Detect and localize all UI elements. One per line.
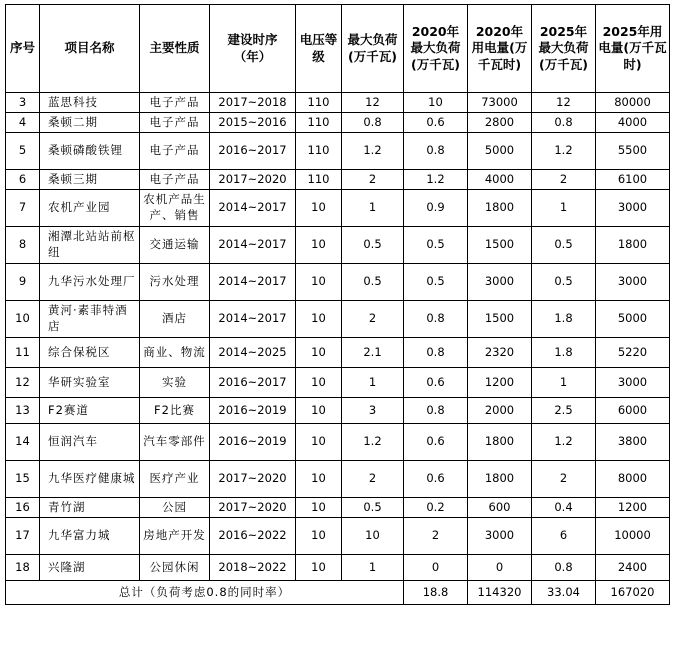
cell-voltage: 10 (296, 301, 342, 338)
cell-seq: 8 (6, 227, 40, 264)
cell-max-load: 3 (342, 398, 404, 424)
cell-voltage: 10 (296, 264, 342, 301)
cell-power-2025: 3000 (596, 368, 670, 398)
cell-load-2025: 0.8 (532, 555, 596, 581)
cell-name: 青竹湖 (40, 498, 140, 518)
cell-nature: 实验 (140, 368, 210, 398)
cell-nature: F2比赛 (140, 398, 210, 424)
cell-power-2025: 5500 (596, 133, 670, 170)
cell-power-2025: 10000 (596, 518, 670, 555)
cell-max-load: 2.1 (342, 338, 404, 368)
cell-voltage: 10 (296, 368, 342, 398)
total-row (6, 581, 670, 605)
cell-period: 2016~2022 (210, 518, 296, 555)
cell-load-2025: 12 (532, 93, 596, 113)
cell-power-2020: 1200 (468, 368, 532, 398)
cell-load-2020: 0.8 (404, 398, 468, 424)
header-voltage: 电压等级 (296, 5, 342, 93)
cell-seq: 13 (6, 398, 40, 424)
table-row (6, 424, 670, 461)
project-load-table (5, 4, 670, 605)
cell-voltage: 10 (296, 518, 342, 555)
cell-load-2020: 0.6 (404, 368, 468, 398)
cell-voltage: 110 (296, 170, 342, 190)
cell-nature: 医疗产业 (140, 461, 210, 498)
cell-load-2025: 0.5 (532, 227, 596, 264)
cell-period: 2017~2018 (210, 93, 296, 113)
cell-nature: 商业、物流 (140, 338, 210, 368)
cell-power-2025: 8000 (596, 461, 670, 498)
cell-nature: 交通运输 (140, 227, 210, 264)
cell-load-2020: 0.8 (404, 133, 468, 170)
cell-seq: 12 (6, 368, 40, 398)
cell-load-2020: 0.8 (404, 338, 468, 368)
cell-nature: 公园 (140, 498, 210, 518)
cell-voltage: 10 (296, 461, 342, 498)
cell-seq: 6 (6, 170, 40, 190)
cell-power-2020: 5000 (468, 133, 532, 170)
cell-power-2020: 1500 (468, 227, 532, 264)
total-load-2025: 33.04 (532, 581, 596, 605)
cell-nature: 污水处理 (140, 264, 210, 301)
cell-load-2020: 1.2 (404, 170, 468, 190)
cell-power-2025: 6100 (596, 170, 670, 190)
cell-load-2020: 0 (404, 555, 468, 581)
cell-max-load: 1 (342, 555, 404, 581)
cell-power-2020: 1500 (468, 301, 532, 338)
cell-name: 桑顿二期 (40, 113, 140, 133)
cell-nature: 电子产品 (140, 93, 210, 113)
cell-nature: 电子产品 (140, 133, 210, 170)
table-row (6, 555, 670, 581)
cell-load-2025: 0.8 (532, 113, 596, 133)
header-load-2020: 2020年最大负荷(万千瓦) (404, 5, 468, 93)
cell-name: 蓝思科技 (40, 93, 140, 113)
table-row (6, 190, 670, 227)
cell-power-2025: 3000 (596, 190, 670, 227)
cell-voltage: 10 (296, 498, 342, 518)
header-nature: 主要性质 (140, 5, 210, 93)
cell-seq: 10 (6, 301, 40, 338)
table-row (6, 338, 670, 368)
table-row (6, 133, 670, 170)
cell-name: 兴隆湖 (40, 555, 140, 581)
cell-name: 桑顿三期 (40, 170, 140, 190)
header-name: 项目名称 (40, 5, 140, 93)
table-row (6, 170, 670, 190)
cell-voltage: 10 (296, 338, 342, 368)
cell-voltage: 10 (296, 555, 342, 581)
cell-power-2020: 0 (468, 555, 532, 581)
cell-period: 2014~2017 (210, 301, 296, 338)
table-row (6, 113, 670, 133)
cell-power-2020: 2000 (468, 398, 532, 424)
table-row (6, 398, 670, 424)
cell-max-load: 2 (342, 301, 404, 338)
cell-seq: 5 (6, 133, 40, 170)
cell-load-2025: 1 (532, 368, 596, 398)
header-period: 建设时序（年） (210, 5, 296, 93)
cell-voltage: 10 (296, 190, 342, 227)
cell-max-load: 12 (342, 93, 404, 113)
table-row (6, 498, 670, 518)
cell-load-2025: 1.2 (532, 133, 596, 170)
cell-max-load: 0.5 (342, 227, 404, 264)
cell-voltage: 10 (296, 424, 342, 461)
total-power-2020: 114320 (468, 581, 532, 605)
cell-power-2025: 1200 (596, 498, 670, 518)
cell-load-2020: 0.2 (404, 498, 468, 518)
cell-period: 2016~2017 (210, 133, 296, 170)
cell-nature: 农机产品生产、销售 (140, 190, 210, 227)
header-seq: 序号 (6, 5, 40, 93)
cell-nature: 电子产品 (140, 113, 210, 133)
cell-load-2025: 2.5 (532, 398, 596, 424)
cell-power-2020: 2320 (468, 338, 532, 368)
table-row (6, 368, 670, 398)
cell-name: 桑顿磷酸铁锂 (40, 133, 140, 170)
cell-max-load: 2 (342, 170, 404, 190)
cell-load-2025: 0.4 (532, 498, 596, 518)
cell-period: 2016~2017 (210, 368, 296, 398)
cell-voltage: 110 (296, 133, 342, 170)
cell-period: 2014~2017 (210, 264, 296, 301)
cell-load-2025: 1.8 (532, 338, 596, 368)
cell-load-2020: 0.6 (404, 113, 468, 133)
cell-power-2025: 5220 (596, 338, 670, 368)
cell-name: 农机产业园 (40, 190, 140, 227)
cell-period: 2015~2016 (210, 113, 296, 133)
cell-max-load: 2 (342, 461, 404, 498)
cell-nature: 酒店 (140, 301, 210, 338)
cell-max-load: 1 (342, 190, 404, 227)
cell-max-load: 1.2 (342, 133, 404, 170)
cell-load-2020: 2 (404, 518, 468, 555)
header-load-2025: 2025年最大负荷(万千瓦) (532, 5, 596, 93)
cell-seq: 4 (6, 113, 40, 133)
cell-name: 黄河·素菲特酒店 (40, 301, 140, 338)
cell-name: 湘潭北站站前枢纽 (40, 227, 140, 264)
cell-power-2025: 1800 (596, 227, 670, 264)
cell-load-2025: 2 (532, 461, 596, 498)
header-max-load: 最大负荷(万千瓦) (342, 5, 404, 93)
cell-power-2020: 2800 (468, 113, 532, 133)
table-row (6, 227, 670, 264)
total-label: 总计（负荷考虑0.8的同时率） (6, 581, 404, 605)
cell-power-2020: 3000 (468, 518, 532, 555)
cell-power-2025: 80000 (596, 93, 670, 113)
cell-power-2020: 73000 (468, 93, 532, 113)
header-power-2025: 2025年用电量(万千瓦时) (596, 5, 670, 93)
cell-seq: 16 (6, 498, 40, 518)
cell-period: 2014~2017 (210, 227, 296, 264)
table-row (6, 264, 670, 301)
cell-max-load: 1.2 (342, 424, 404, 461)
header-row (6, 5, 670, 93)
cell-name: 综合保税区 (40, 338, 140, 368)
cell-load-2025: 2 (532, 170, 596, 190)
cell-load-2025: 0.5 (532, 264, 596, 301)
cell-seq: 17 (6, 518, 40, 555)
cell-seq: 3 (6, 93, 40, 113)
cell-voltage: 110 (296, 113, 342, 133)
table-row (6, 518, 670, 555)
cell-load-2020: 0.8 (404, 301, 468, 338)
cell-load-2025: 1.8 (532, 301, 596, 338)
cell-load-2020: 0.5 (404, 264, 468, 301)
cell-period: 2018~2022 (210, 555, 296, 581)
cell-nature: 房地产开发 (140, 518, 210, 555)
cell-seq: 18 (6, 555, 40, 581)
cell-seq: 14 (6, 424, 40, 461)
table-row (6, 301, 670, 338)
cell-load-2025: 6 (532, 518, 596, 555)
cell-seq: 15 (6, 461, 40, 498)
cell-name: 九华污水处理厂 (40, 264, 140, 301)
cell-load-2020: 10 (404, 93, 468, 113)
cell-name: 九华医疗健康城 (40, 461, 140, 498)
table-row (6, 461, 670, 498)
cell-power-2020: 1800 (468, 461, 532, 498)
cell-load-2020: 0.9 (404, 190, 468, 227)
cell-power-2020: 3000 (468, 264, 532, 301)
table-row (6, 93, 670, 113)
cell-seq: 11 (6, 338, 40, 368)
cell-power-2020: 600 (468, 498, 532, 518)
cell-voltage: 110 (296, 93, 342, 113)
cell-power-2025: 4000 (596, 113, 670, 133)
cell-period: 2014~2025 (210, 338, 296, 368)
cell-max-load: 0.8 (342, 113, 404, 133)
cell-seq: 7 (6, 190, 40, 227)
cell-max-load: 0.5 (342, 264, 404, 301)
cell-period: 2017~2020 (210, 170, 296, 190)
cell-period: 2016~2019 (210, 424, 296, 461)
cell-name: 恒润汽车 (40, 424, 140, 461)
cell-name: F2赛道 (40, 398, 140, 424)
cell-power-2025: 6000 (596, 398, 670, 424)
cell-nature: 公园休闲 (140, 555, 210, 581)
cell-power-2025: 3800 (596, 424, 670, 461)
cell-load-2020: 0.5 (404, 227, 468, 264)
cell-max-load: 10 (342, 518, 404, 555)
cell-power-2025: 2400 (596, 555, 670, 581)
cell-load-2020: 0.6 (404, 424, 468, 461)
cell-load-2020: 0.6 (404, 461, 468, 498)
cell-nature: 汽车零部件 (140, 424, 210, 461)
cell-period: 2016~2019 (210, 398, 296, 424)
cell-power-2020: 1800 (468, 424, 532, 461)
cell-load-2025: 1 (532, 190, 596, 227)
cell-name: 九华富力城 (40, 518, 140, 555)
cell-name: 华研实验室 (40, 368, 140, 398)
cell-load-2025: 1.2 (532, 424, 596, 461)
cell-period: 2017~2020 (210, 498, 296, 518)
total-power-2025: 167020 (596, 581, 670, 605)
cell-voltage: 10 (296, 398, 342, 424)
cell-max-load: 1 (342, 368, 404, 398)
cell-power-2020: 1800 (468, 190, 532, 227)
cell-max-load: 0.5 (342, 498, 404, 518)
cell-nature: 电子产品 (140, 170, 210, 190)
cell-period: 2014~2017 (210, 190, 296, 227)
cell-period: 2017~2020 (210, 461, 296, 498)
cell-voltage: 10 (296, 227, 342, 264)
cell-power-2020: 4000 (468, 170, 532, 190)
total-load-2020: 18.8 (404, 581, 468, 605)
header-power-2020: 2020年用电量(万千瓦时) (468, 5, 532, 93)
cell-power-2025: 3000 (596, 264, 670, 301)
cell-power-2025: 5000 (596, 301, 670, 338)
cell-seq: 9 (6, 264, 40, 301)
